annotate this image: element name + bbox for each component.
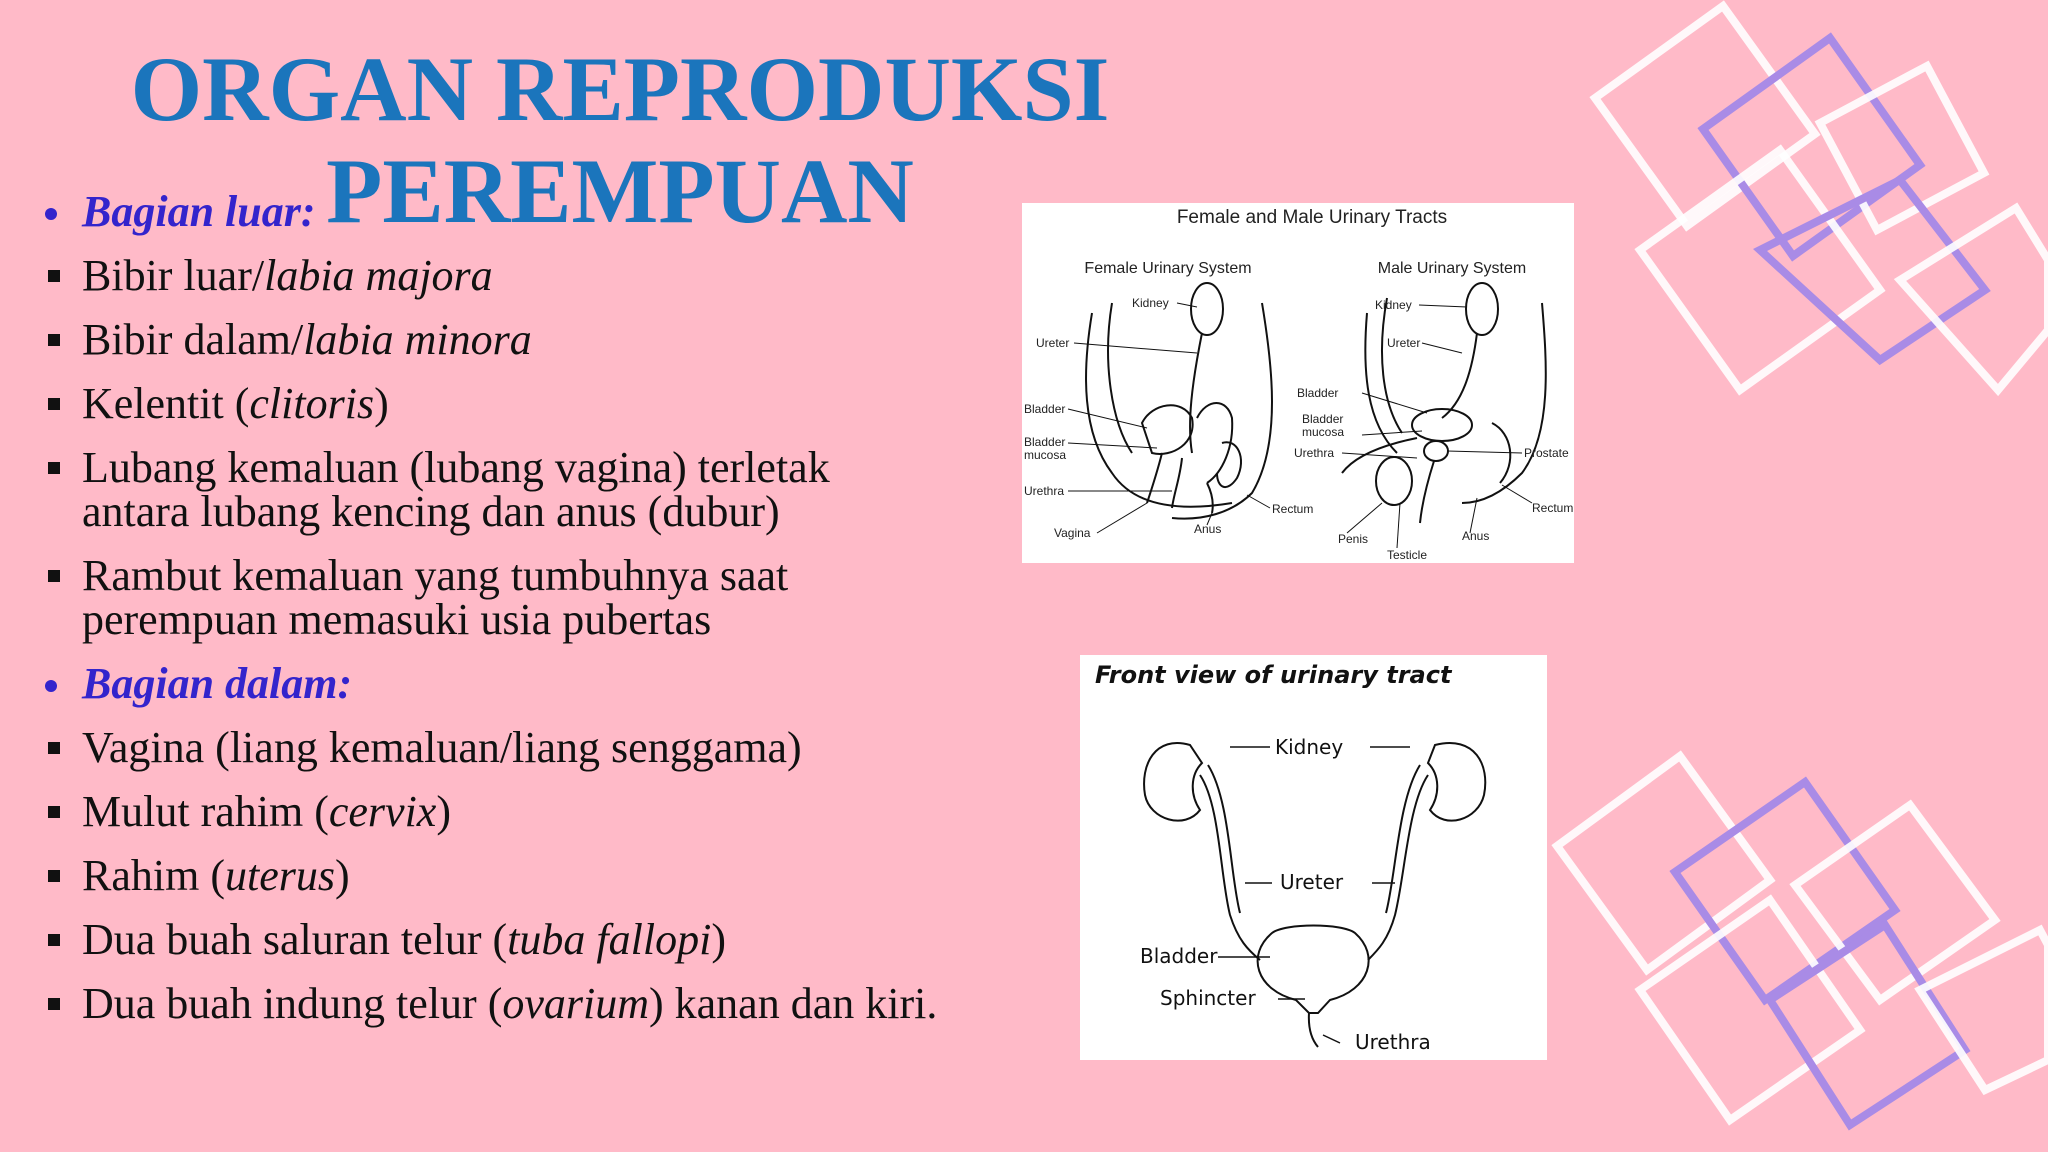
female-rectum-label: Rectum <box>1272 502 1314 516</box>
deco-square <box>1557 756 1770 970</box>
italic-term: clitoris <box>249 379 375 428</box>
bullet-item <box>40 379 940 428</box>
section-heading <box>40 659 940 708</box>
bullet-text <box>82 551 788 644</box>
text-run: Rambut kemaluan yang tumbuhnya saat perempuan memasuki usia pubertas <box>82 551 789 644</box>
text-run: ) <box>374 379 389 428</box>
male-ureter-label: Ureter <box>1387 336 1421 350</box>
kidney-label: Kidney <box>1275 735 1344 759</box>
bullet-text <box>82 659 353 708</box>
male-bladder-mucosa-label-2: mucosa <box>1302 425 1345 439</box>
bullet-text <box>82 787 451 836</box>
female-leader-lines <box>1068 303 1270 533</box>
text-run: Bibir luar/ <box>82 251 265 300</box>
male-prostate-label: Prostate <box>1524 446 1569 460</box>
female-urethra-label: Urethra <box>1024 484 1065 498</box>
text-run: ) <box>334 851 350 900</box>
bullet-item <box>40 851 940 900</box>
female-vagina-label: Vagina <box>1054 526 1091 540</box>
male-penis-label: Penis <box>1338 532 1369 546</box>
female-anatomy-drawing <box>1086 283 1272 519</box>
text-run: Vagina (liang kemaluan/liang senggama) <box>82 723 802 772</box>
bullet-text <box>82 443 830 536</box>
text-run: Dua buah saluran telur ( <box>82 915 508 964</box>
female-bladder-mucosa-label-2: mucosa <box>1024 448 1067 462</box>
bullet-text <box>82 979 937 1028</box>
text-run: ) <box>436 787 451 836</box>
text-run: Mulut rahim ( <box>82 787 329 836</box>
male-bladder-mucosa-label-1: Bladder <box>1302 412 1344 426</box>
bullet-text <box>82 723 802 772</box>
urethra-label: Urethra <box>1355 1030 1431 1054</box>
text-run: Dua buah indung telur ( <box>82 979 503 1028</box>
female-ureter-label: Ureter <box>1036 336 1070 350</box>
deco-square <box>1675 782 1895 1000</box>
text-run: Bibir dalam/ <box>82 315 304 364</box>
female-anus-label: Anus <box>1194 522 1222 536</box>
male-urethra-label: Urethra <box>1294 446 1335 460</box>
bullet-item <box>40 315 940 364</box>
italic-term: cervix <box>328 787 437 836</box>
bullet-text <box>82 379 389 428</box>
male-anus-label: Anus <box>1462 529 1490 543</box>
male-leader-lines <box>1342 305 1532 548</box>
female-bladder-mucosa-label-1: Bladder <box>1024 435 1066 449</box>
figure2-title: Front view of urinary tract <box>1095 661 1452 689</box>
text-run: Rahim ( <box>82 851 225 900</box>
text-run: Bagian dalam: <box>82 659 353 708</box>
title-line-1: ORGAN REPRODUKSI <box>130 38 1110 140</box>
bullet-text <box>82 915 726 964</box>
bullet-item <box>40 787 940 836</box>
bullet-text <box>82 251 493 300</box>
title-line-2: PEREMPUAN <box>326 140 914 242</box>
bullet-item <box>40 979 940 1028</box>
italic-term: ovarium <box>502 979 649 1028</box>
bullet-item <box>40 251 940 300</box>
text-run: Kelentit ( <box>82 379 250 428</box>
female-bladder-label: Bladder <box>1024 402 1066 416</box>
male-rectum-label: Rectum <box>1532 501 1574 515</box>
male-system-title: Male Urinary System <box>1377 260 1527 277</box>
italic-term: tuba fallopi <box>507 915 712 964</box>
figure1-title: Female and Male Urinary Tracts <box>1176 207 1448 228</box>
italic-term: uterus <box>224 851 335 900</box>
bullet-text <box>82 851 350 900</box>
italic-term: labia majora <box>264 251 493 300</box>
text-run: ) kanan dan kiri. <box>649 979 938 1028</box>
front-view-urinary-tract-figure <box>1080 655 1547 1060</box>
section-heading <box>40 187 940 236</box>
bullet-item <box>40 723 940 772</box>
bullet-text <box>82 187 316 236</box>
male-kidney-label: Kidney <box>1375 298 1412 312</box>
text-run: Lubang kemaluan (lubang vagina) terletak antara lubang kencing dan anus (dubur) <box>82 443 830 536</box>
bullet-item <box>40 443 940 536</box>
sphincter-label: Sphincter <box>1160 986 1256 1010</box>
male-anatomy-drawing <box>1342 283 1546 523</box>
female-system-title: Female Urinary System <box>1084 260 1252 277</box>
urinary-tracts-figure <box>1022 203 1574 563</box>
ureter-label: Ureter <box>1280 870 1344 894</box>
bladder-label: Bladder <box>1140 944 1218 968</box>
deco-square <box>1640 150 1880 390</box>
male-bladder-label: Bladder <box>1297 386 1339 400</box>
deco-square <box>1770 925 1965 1125</box>
male-testicle-label: Testicle <box>1387 548 1428 562</box>
text-run: Bagian luar: <box>82 187 316 236</box>
italic-term: labia minora <box>303 315 532 364</box>
bullet-text <box>82 315 532 364</box>
bullet-item <box>40 551 940 644</box>
deco-square <box>1595 6 1815 226</box>
bullet-item <box>40 915 940 964</box>
bullet-list <box>40 187 940 1046</box>
female-kidney-label: Kidney <box>1132 296 1169 310</box>
text-run: ) <box>711 915 726 964</box>
